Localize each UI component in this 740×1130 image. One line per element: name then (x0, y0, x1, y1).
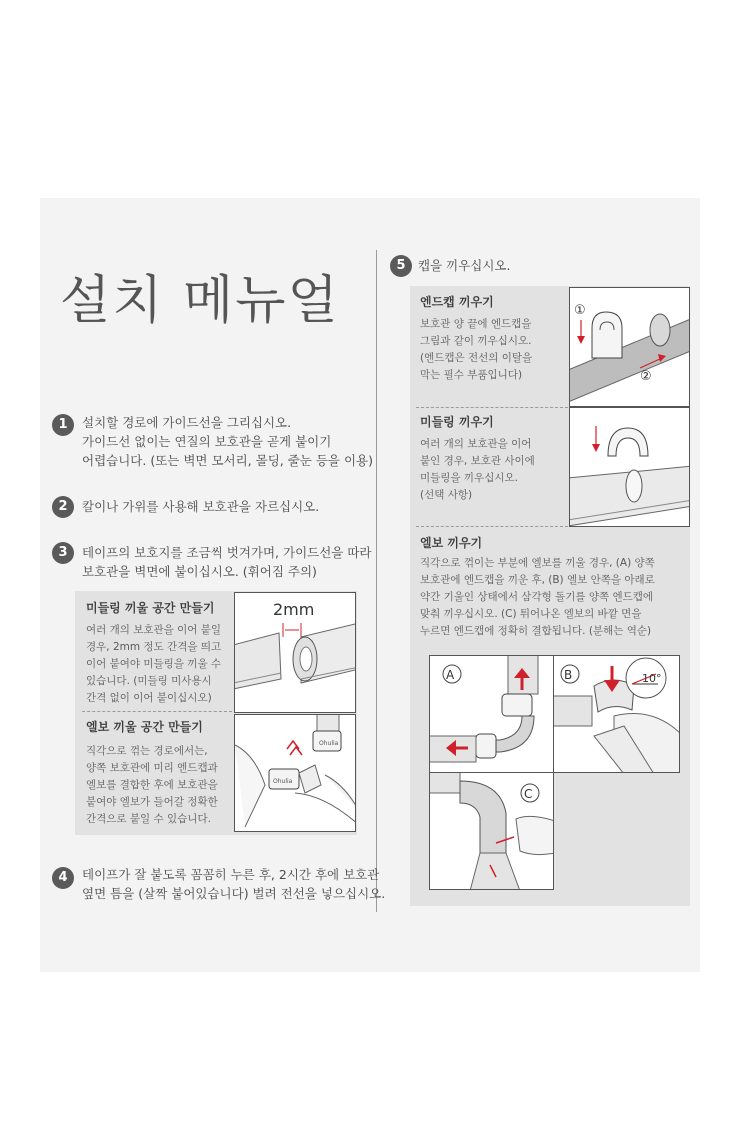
desc-line: 보호관 양 끝에 엔드캡을 (420, 318, 532, 330)
column-divider (376, 250, 377, 912)
step-1-line: 가이드선 없이는 연질의 보호관을 곧게 붙이기 (82, 434, 332, 449)
step-5-line: 캡을 끼우십시오. (418, 258, 511, 273)
page-title: 설치 메뉴얼 (60, 271, 340, 331)
angle-label: 10° (642, 672, 662, 685)
step-1-badge: 1 (52, 414, 74, 436)
elbow-figure-b (553, 655, 680, 773)
desc-line: 경우, 2mm 정도 간격을 띄고 (86, 641, 222, 653)
step-1-line: 어렵습니다. (또는 벽면 모서리, 몰딩, 줄눈 등을 이용) (82, 453, 373, 468)
gap-label: 2mm (273, 600, 315, 619)
label-a: A (446, 668, 455, 682)
step-3-badge: 3 (52, 542, 74, 564)
desc-line: 막는 필수 부품입니다) (420, 369, 523, 381)
step-5-badge: 5 (390, 255, 412, 277)
endcap-title: 엔드캡 끼우기 (420, 295, 494, 309)
step-2-badge: 2 (52, 496, 74, 518)
desc-line: 여러 개의 보호관을 이어 (420, 438, 532, 450)
dashed-separator (416, 407, 568, 408)
gap-figure (234, 592, 356, 713)
left-section1-desc (86, 622, 221, 707)
desc-line: 이어 붙여야 미들링을 끼울 수 (86, 658, 222, 670)
elbow-space-figure (234, 714, 356, 832)
middle-ring-title: 미들링 끼우기 (420, 415, 494, 429)
elbow-figure-c (429, 772, 554, 890)
desc-line: 붙여야 엘보가 들어갈 정확한 (86, 796, 218, 808)
step-4-badge: 4 (52, 867, 74, 889)
step-marker-1: ① (574, 303, 586, 318)
label-c: C (524, 787, 533, 801)
desc-line: (선택 사항) (420, 489, 473, 501)
desc-line: 엘보를 결합한 후에 보호관을 (86, 779, 218, 791)
desc-line: 미들링을 끼우십시오. (420, 472, 518, 484)
desc-line: 양쪽 보호관에 미리 엔드캡과 (86, 762, 218, 774)
label-b: B (564, 668, 573, 682)
dashed-separator (416, 526, 568, 527)
step-4-text (82, 865, 385, 903)
desc-line: 약간 기울인 상태에서 삼각형 돌기를 양쪽 엔드캡에 (420, 591, 654, 603)
endcap-brand-label: Ohulia (273, 778, 293, 785)
dashed-separator (82, 711, 232, 712)
desc-line: 직각으로 꺾는 경로에서는, (86, 745, 208, 757)
left-section2-title: 엘보 끼울 공간 만들기 (86, 720, 203, 734)
desc-line: 간격으로 붙일 수 있습니다. (86, 813, 211, 825)
step-3-text (82, 543, 372, 581)
desc-line: 보호관에 엔드캡을 끼운 후, (B) 엘보 안쪽을 아래로 (420, 574, 655, 586)
step-3-line: 보호관을 벽면에 붙이십시오. (휘어짐 주의) (82, 564, 317, 579)
desc-line: 맞춰 끼우십시오. (C) 튀어나온 엘보의 바깥 면을 (420, 608, 642, 620)
elbow-figure-a (429, 655, 554, 773)
step-4-line: 옆면 틈을 (살짝 붙어있습니다) 벌려 전선을 넣으십시오. (82, 886, 386, 901)
svg-text:Ohulia: Ohulia (319, 740, 339, 747)
step-1-line: 설치할 경로에 가이드선을 그리십시오. (82, 415, 292, 430)
endcap-desc (420, 316, 532, 384)
desc-line: 여러 개의 보호관을 이어 붙일 (86, 624, 222, 636)
desc-line: (엔드캡은 전선의 이탈을 (420, 352, 533, 364)
desc-line: 누르면 엔드캡에 정확히 결합됩니다. (분해는 역순) (420, 625, 652, 637)
left-section2-desc (86, 743, 218, 828)
desc-line: 붙인 경우, 보호관 사이에 (420, 455, 535, 467)
desc-line: 있습니다. (미들링 미사용시 (86, 675, 212, 687)
step-3-line: 테이프의 보호지를 조금씩 벗겨가며, 가이드선을 따라 (82, 545, 372, 560)
step-4-line: 테이프가 잘 붙도록 꼼꼼히 누른 후, 2시간 후에 보호관 (82, 867, 380, 882)
middle-ring-desc (420, 436, 535, 504)
desc-line: 그림과 같이 끼우십시오. (420, 335, 532, 347)
middle-ring-figure (569, 407, 690, 527)
elbow-title: 엘보 끼우기 (420, 536, 483, 550)
step-5-text (418, 256, 510, 275)
desc-line: 간격 없이 이어 붙이십시오) (86, 692, 212, 704)
endcap-figure (569, 287, 690, 407)
desc-line: 직각으로 꺾이는 부분에 엘보를 끼울 경우, (A) 양쪽 (420, 557, 655, 569)
step-2-line: 칼이나 가위를 사용해 보호관을 자르십시오. (82, 499, 320, 514)
step-marker-2: ② (640, 369, 652, 384)
step-1-text (82, 413, 373, 470)
elbow-desc (420, 555, 655, 640)
step-2-text (82, 497, 319, 516)
left-section1-title: 미들링 끼울 공간 만들기 (86, 601, 215, 615)
